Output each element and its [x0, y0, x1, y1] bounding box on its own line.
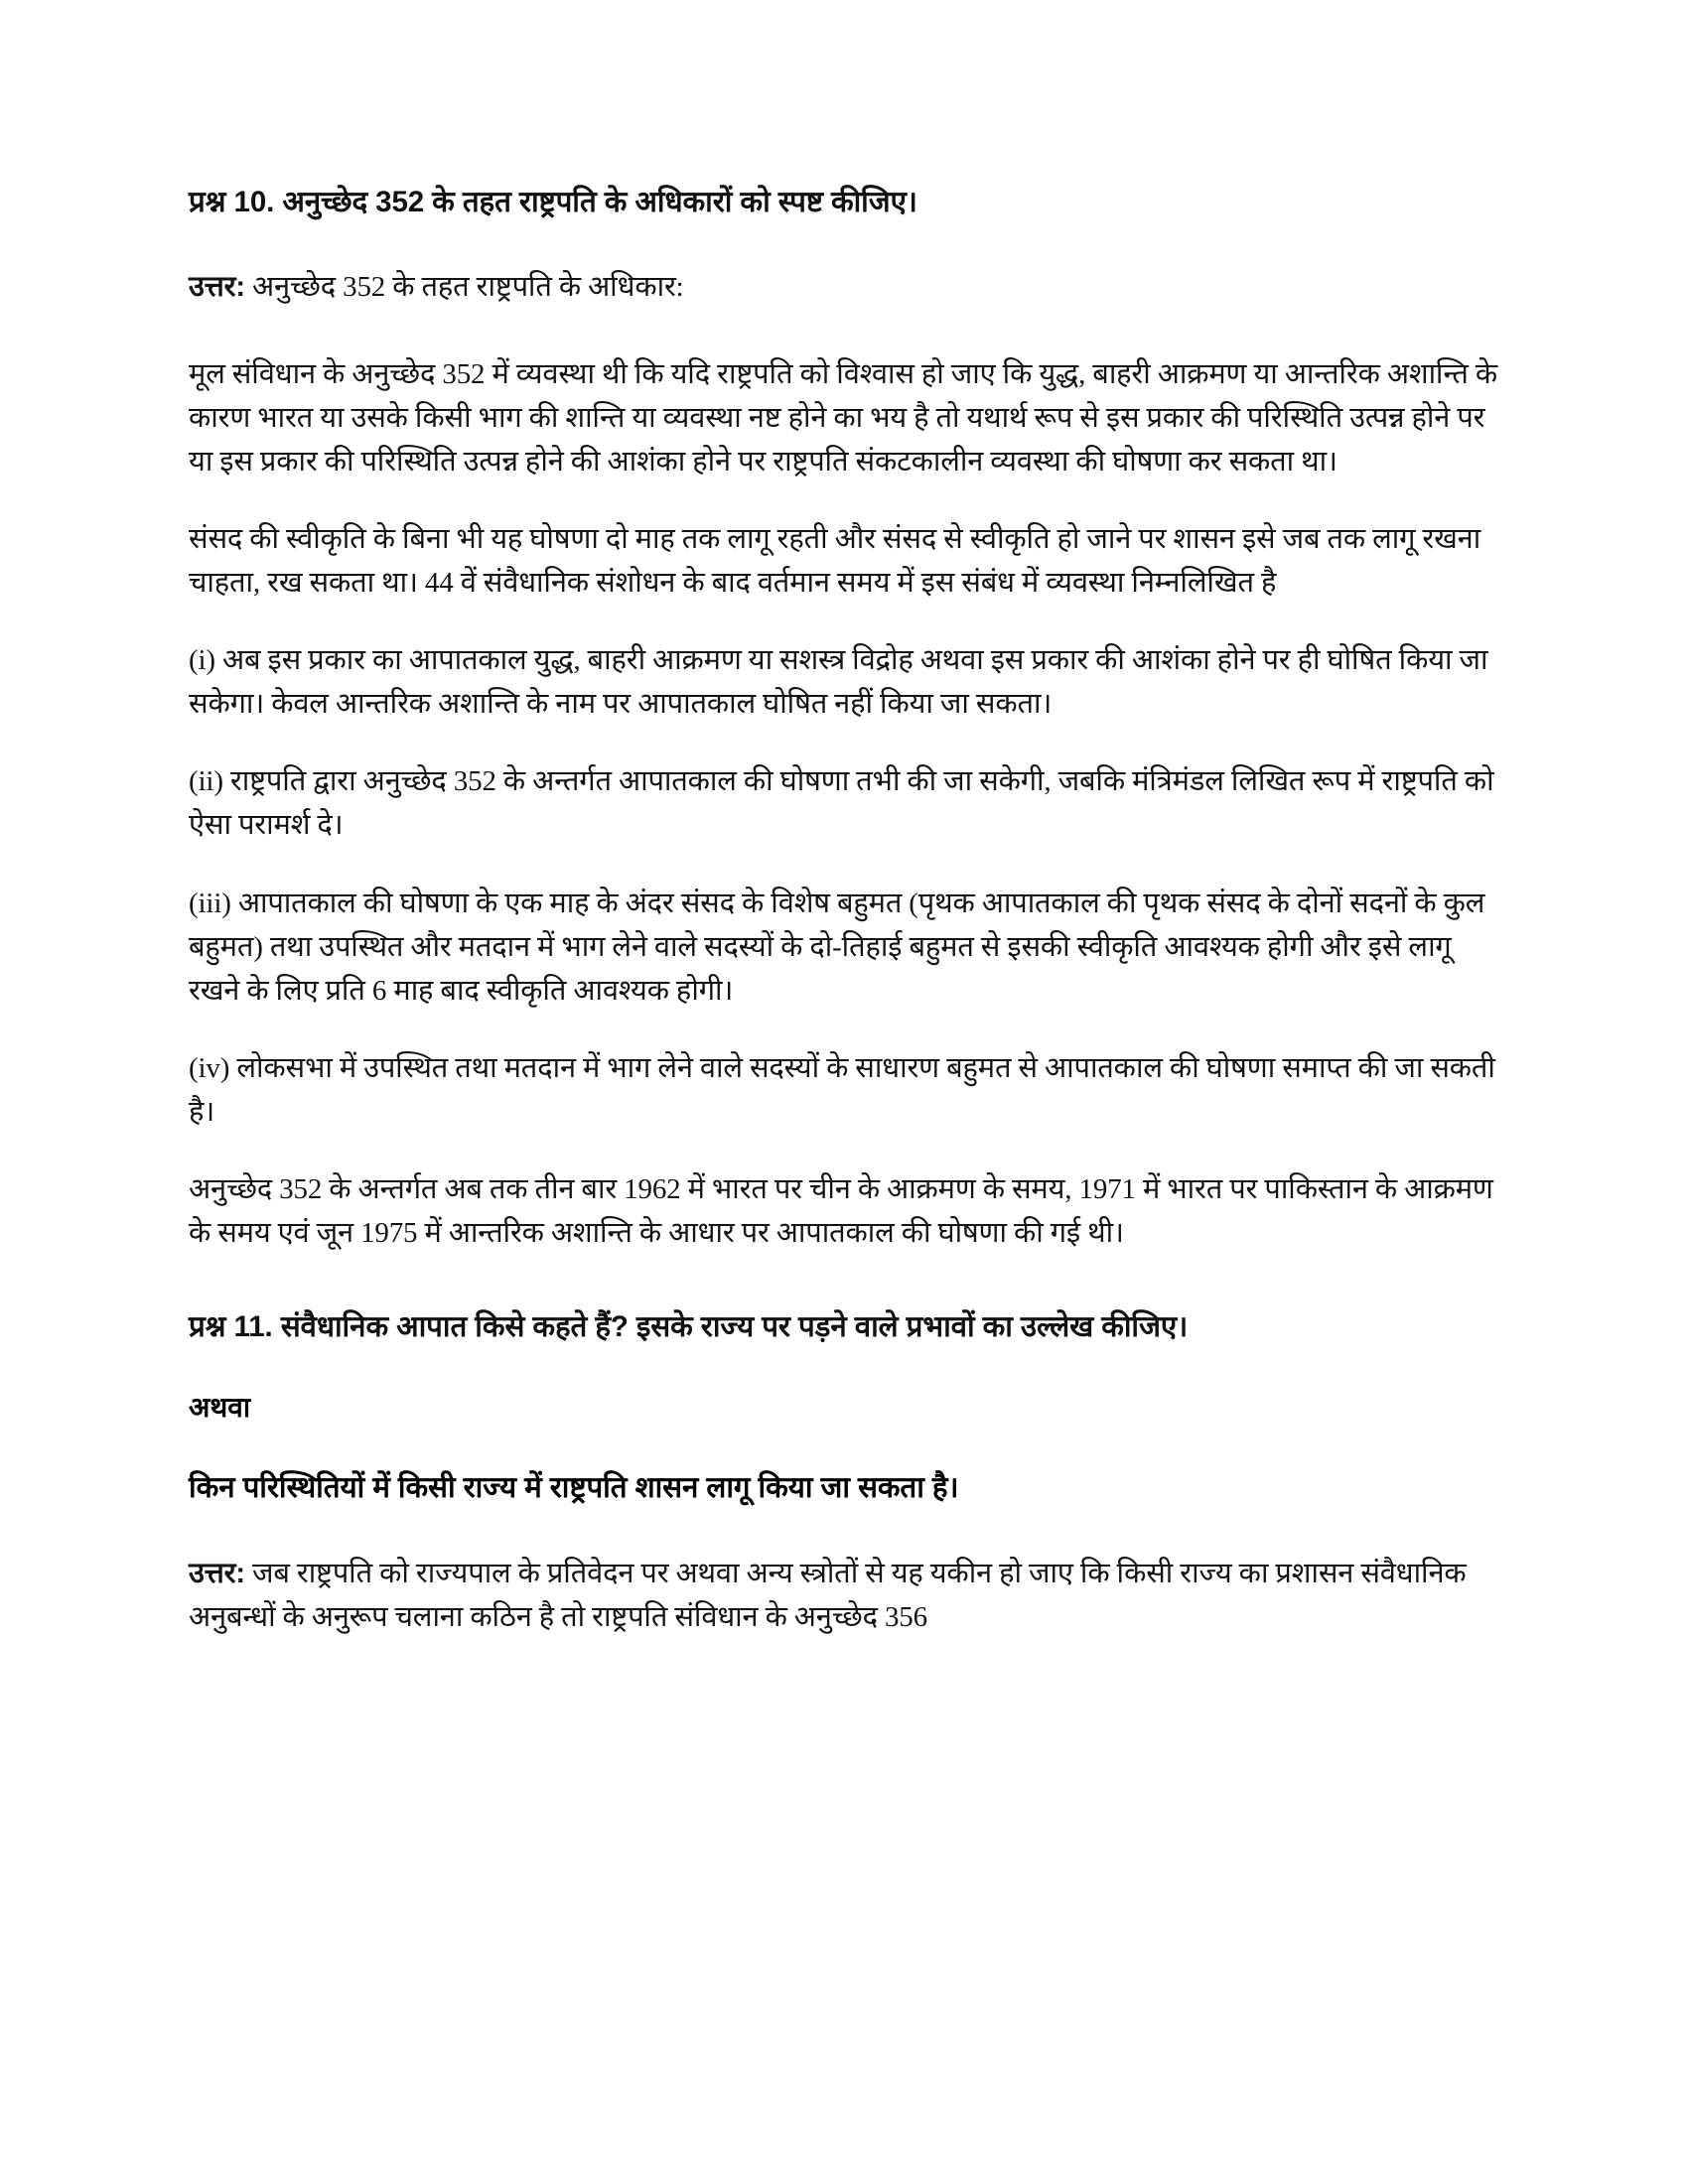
- alternative-question-text: किन परिस्थितियों में किसी राज्य में राष्ट्रपति शासन लागू किया जा सकता है।: [189, 1471, 959, 1505]
- list-item-iii: (iii) आपातकाल की घोषणा के एक माह के अंदर संसद के विशेष बहुमत (पृथक आपातकाल की पृथक संसद के दोनों सदनों के कुल बहुमत) तथा उपस्थित और मतदान में भाग लेने वाले सदस्यों के दो-तिहाई बहुमत से इसकी स्वीकृति आवश्यक होगी और इसे लागू रखने के लिए प्रति 6 माह बाद स्वीकृति आवश्यक होगी।: [189, 887, 1485, 1007]
- list-item-i: (i) अब इस प्रकार का आपातकाल युद्ध, बाहरी आक्रमण या सशस्त्र विद्रोह अथवा इस प्रकार की आशंका होने पर ही घोषित किया जा सकेगा। केवल आन्तरिक अशान्ति के नाम पर आपातकाल घोषित नहीं किया जा सकता।: [189, 644, 1488, 721]
- answer-11-text: जब राष्ट्रपति को राज्यपाल के प्रतिवेदन पर अथवा अन्य स्त्रोतों से यह यकीन हो जाए कि किसी राज्य का प्रशासन संवैधानिक अनुबन्धों के अनुरूप चलाना कठिन है तो राष्ट्रपति संविधान के अनुच्छेद 356: [189, 1557, 1467, 1633]
- answer-10-label: उत्तर:: [189, 270, 245, 303]
- paragraph-parliament-approval: संसद की स्वीकृति के बिना भी यह घोषणा दो माह तक लागू रहती और संसद से स्वीकृति हो जाने पर शासन इसे जब तक लागू रखना चाहता, रख सकता था। 44 वें संवैधानिक संशोधन के बाद वर्तमान समय में इस संबंध में व्यवस्था निम्नलिखित है: [189, 523, 1481, 600]
- question-10-heading: प्रश्न 10. अनुच्छेद 352 के तहत राष्ट्रपति के अधिकारों को स्पष्ट कीजिए।: [189, 186, 917, 218]
- alternative-separator: अथवा: [189, 1391, 251, 1423]
- answer-10-lead-text: अनुच्छेद 352 के तहत राष्ट्रपति के अधिकार:: [244, 270, 684, 303]
- answer-10-lead-paragraph: [189, 265, 1499, 309]
- page-content: [189, 184, 1499, 1639]
- paragraph-original-constitution: मूल संविधान के अनुच्छेद 352 में व्यवस्था थी कि यदि राष्ट्रपति को विश्वास हो जाए कि युद्ध, बाहरी आक्रमण या आन्तरिक अशान्ति के कारण भारत या उसके किसी भाग की शान्ति या व्यवस्था नष्ट होने का भय है तो यथार्थ रूप से इस प्रकार की परिस्थिति उत्पन्न होने पर या इस प्रकार की परिस्थिति उत्पन्न होने की आशंका होने पर राष्ट्रपति संकटकालीन व्यवस्था की घोषणा कर सकता था।: [189, 357, 1497, 478]
- paragraph-emergency-history: अनुच्छेद 352 के अन्तर्गत अब तक तीन बार 1962 में भारत पर चीन के आक्रमण के समय, 1971 में भारत पर पाकिस्तान के आक्रमण के समय एवं जून 1975 में आन्तरिक अशान्ति के आधार पर आपातकाल की घोषणा की गई थी।: [189, 1172, 1493, 1249]
- question-11-heading: प्रश्न 11. संवैधानिक आपात किसे कहते हैं? इसके राज्य पर पड़ने वाले प्रभावों का उल्लेख कीजिए।: [189, 1310, 1189, 1344]
- answer-11-label: उत्तर:: [189, 1557, 245, 1589]
- list-item-ii: (ii) राष्ट्रपति द्वारा अनुच्छेद 352 के अन्तर्गत आपातकाल की घोषणा तभी की जा सकेगी, जबकि मंत्रिमंडल लिखित रूप में राष्ट्रपति को ऐसा परामर्श दे।: [189, 765, 1494, 842]
- list-item-iv: (iv) लोकसभा में उपस्थित तथा मतदान में भाग लेने वाले सदस्यों के साधारण बहुमत से आपातकाल की घोषणा समाप्त की जा सकती है।: [189, 1051, 1495, 1128]
- answer-11-paragraph: [189, 1552, 1499, 1639]
